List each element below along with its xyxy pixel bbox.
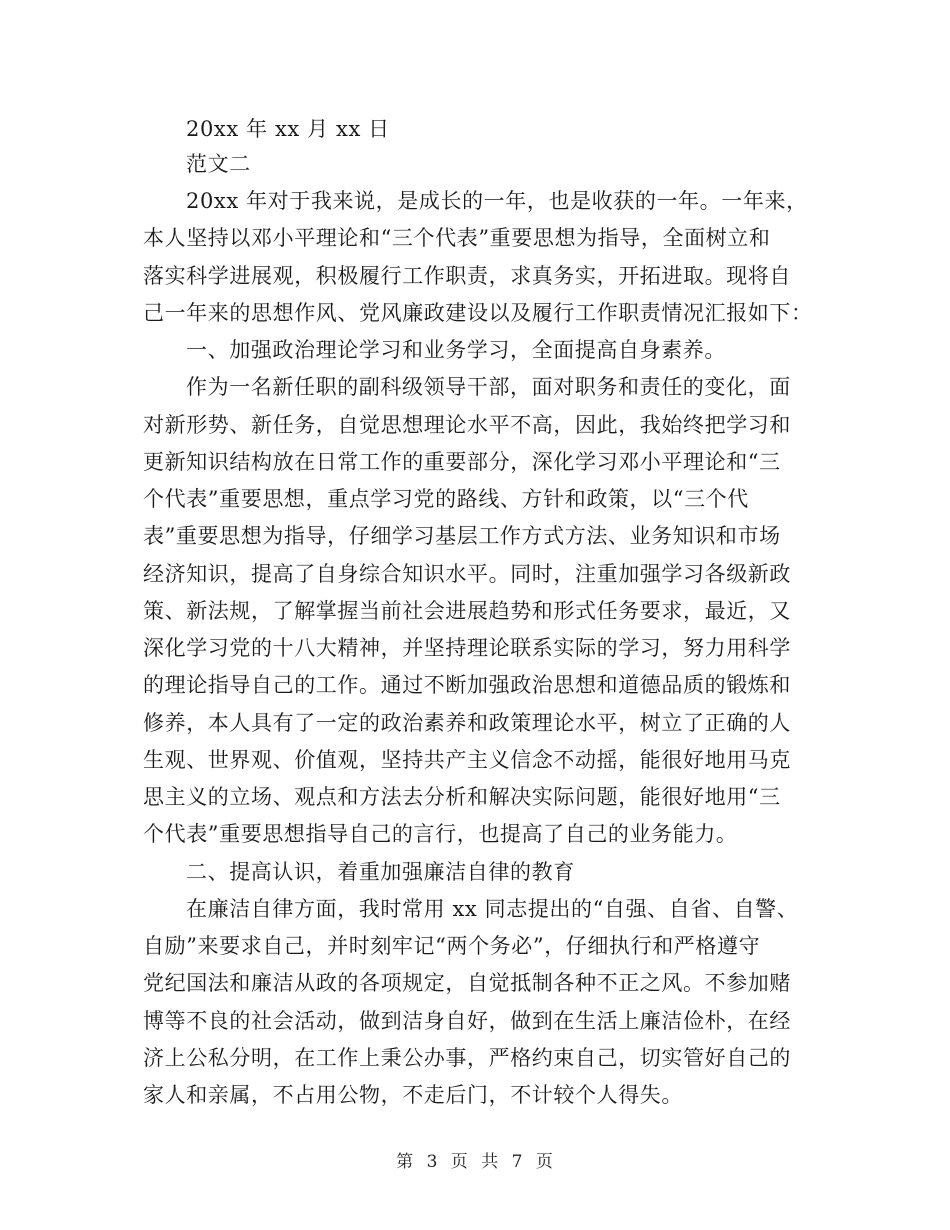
paragraph-line: 自励”来要求自己，并时刻牢记“两个务必”，仔细执行和严格遵守: [143, 934, 761, 958]
date-line: 20xx 年 xx 月 xx 日: [186, 117, 390, 141]
section-title: 范文二: [186, 152, 251, 176]
footer-page-word: 页: [450, 1152, 469, 1172]
paragraph-line: 经济知识，提高了自身综合知识水平。同时，注重加强学习各级新政: [143, 562, 791, 586]
footer-total-word: 共: [481, 1152, 500, 1172]
footer-suffix: 页: [535, 1152, 554, 1172]
paragraph-line: 本人坚持以邓小平理论和“三个代表”重要思想为指导，全面树立和: [143, 226, 771, 250]
paragraph-line: 表”重要思想为指导，仔细学习基层工作方式方法、业务知识和市场: [143, 524, 781, 548]
paragraph-line: 对新形势、新任务，自觉思想理论水平不高，因此，我始终把学习和: [143, 413, 791, 437]
paragraph-line: 的理论指导自己的工作。通过不断加强政治思想和道德品质的锻炼和: [143, 673, 791, 697]
paragraph-line: 党纪国法和廉洁从政的各项规定，自觉抵制各种不正之风。不参加赌: [143, 971, 791, 995]
paragraph-line: 己一年来的思想作风、党风廉政建设以及履行工作职责情况汇报如下：: [143, 301, 813, 325]
paragraph-line: 深化学习党的十八大精神，并坚持理论联系实际的学习，努力用科学: [143, 636, 791, 660]
paragraph-line: 济上公私分明，在工作上秉公办事，严格约束自己，切实管好自己的: [143, 1046, 791, 1070]
paragraph-line: 落实科学进展观，积极履行工作职责，求真务实，开拓进取。现将自: [143, 264, 791, 288]
paragraph-line: 生观、世界观、价值观，坚持共产主义信念不动摇，能很好地用马克: [143, 748, 791, 772]
total-pages-number: 7: [511, 1152, 524, 1172]
paragraph-line: 个代表”重要思想，重点学习党的路线、方针和政策，以“三个代: [143, 487, 749, 511]
paragraph-line: 家人和亲属，不占用公物，不走后门，不计较个人得失。: [143, 1083, 683, 1107]
paragraph-line: 20xx 年对于我来说，是成长的一年，也是收获的一年。一年来，: [186, 189, 808, 213]
heading-line: 二、提高认识，着重加强廉洁自律的教育: [186, 860, 575, 884]
paragraph-line: 博等不良的社会活动，做到洁身自好，做到在生活上廉洁俭朴，在经: [143, 1009, 791, 1033]
page-footer: [0, 1151, 950, 1173]
heading-line: 一、加强政治理论学习和业务学习，全面提高自身素养。: [186, 338, 726, 362]
paragraph-line: 更新知识结构放在日常工作的重要部分，深化学习邓小平理论和“三: [143, 450, 781, 474]
paragraph-line: 修养，本人具有了一定的政治素养和政策理论水平，树立了正确的人: [143, 711, 791, 735]
paragraph-line: 思主义的立场、观点和方法去分析和解决实际问题，能很好地用“三: [143, 785, 781, 809]
paragraph-line: 作为一名新任职的副科级领导干部，面对职务和责任的变化，面: [186, 375, 791, 399]
footer-prefix: 第: [396, 1152, 415, 1172]
paragraph-line: 个代表”重要思想指导自己的言行，也提高了自己的业务能力。: [143, 822, 738, 846]
current-page-number: 3: [426, 1152, 439, 1172]
paragraph-line: 策、新法规，了解掌握当前社会进展趋势和形式任务要求，最近，又: [143, 599, 791, 623]
paragraph-line: 在廉洁自律方面，我时常用 xx 同志提出的“自强、自省、自警、: [186, 897, 799, 921]
